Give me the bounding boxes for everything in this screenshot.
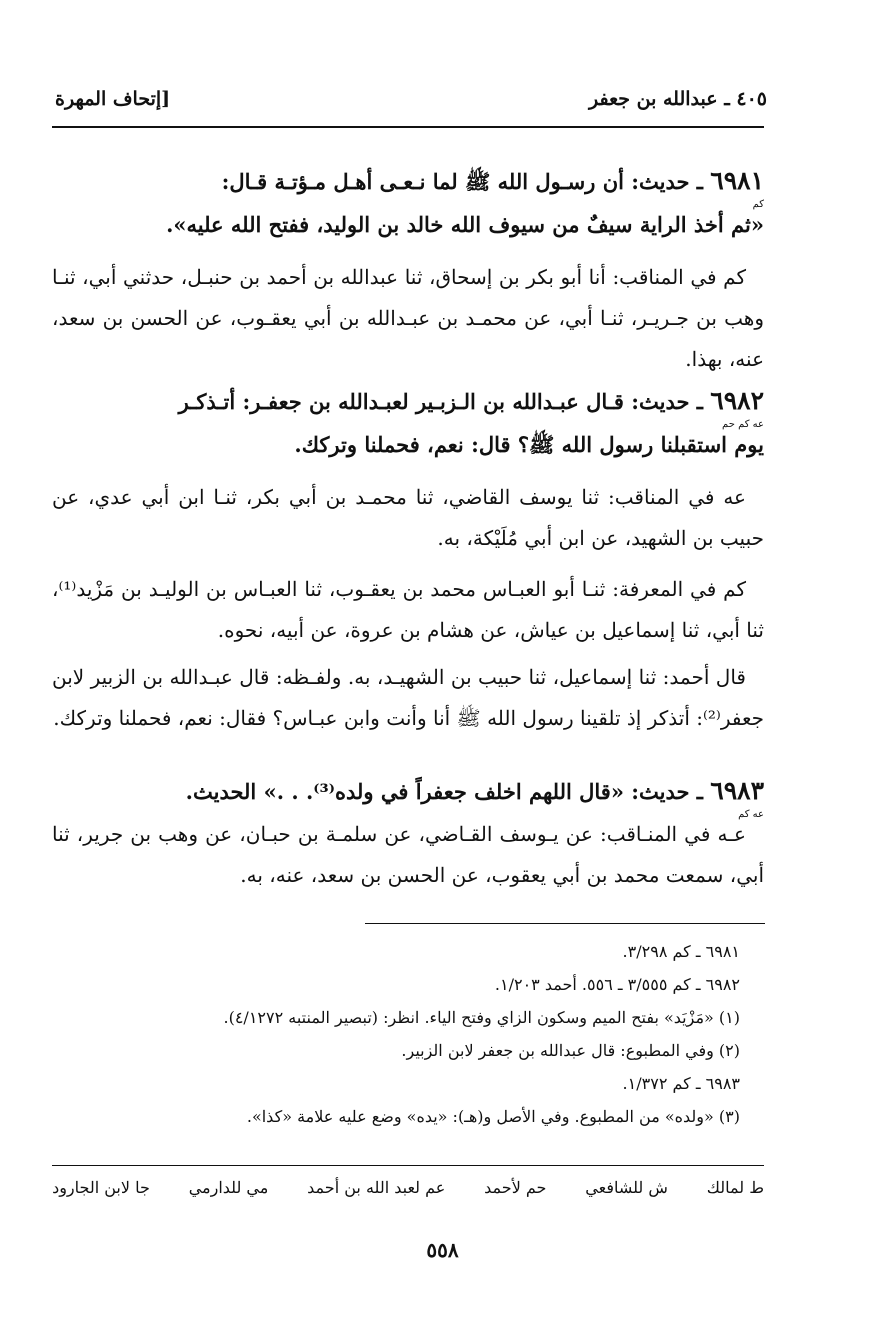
hadith-number: ٦٩٨١: [710, 166, 764, 195]
abbrev-item: حم لأحمد: [484, 1178, 547, 1197]
hadith-6983: [52, 770, 764, 896]
hadith-number: ٦٩٨٣: [710, 776, 764, 805]
isnad-paragraph: كم في المناقب: أنا أبو بكر بن إسحاق، ثنا عبدالله بن أحمد بن حنبـل، حدثني أبي، ثنـا وهب بن جـريـر، ثنـا أبي، عن محمـد بن عبـدالله بن أبي يعقـوب، عن الحسن بن سعد، عنه، بهذا.: [52, 265, 764, 371]
source-sigla: عه كم: [738, 809, 764, 820]
footnote-line: ٦٩٨٢ ـ كم ٣/٥٥٥ ـ ٥٥٦. أحمد ١/٢٠٣.: [494, 975, 740, 994]
footnote-rule: [365, 923, 765, 924]
hadith-heading: [52, 160, 764, 202]
hadith-number: ٦٩٨٢: [710, 386, 764, 415]
isnad-paragraph: عـه في المنـاقب: عن يـوسف القـاضي، عن سلمـة بن حبـان، عن وهب بن جرير، ثنا أبي، سمعت محمد بن أبي يعقوب، عن الحسن بن سعد، عنه، به.: [52, 822, 764, 887]
hadith-heading-text: ـ حديث: «قال اللهم اخلف جعفراً في ولده⁽³⁾. . .» الحديث.: [185, 779, 711, 804]
footnote-line: ٦٩٨١ ـ كم ٣/٢٩٨.: [622, 942, 740, 961]
abbrev-item: ط لمالك: [706, 1178, 764, 1197]
running-header: [55, 84, 767, 114]
hadith-heading: [52, 380, 764, 422]
isnad-paragraph: عه في المناقب: ثنا يوسف القاضي، ثنا محمـد بن أبي بكر، ثنـا ابن أبي عدي، عن حبيب بن الشهيد، عن ابن أبي مُلَيْكة، به.: [52, 485, 764, 550]
footnote-line: (٢) وفي المطبوع: قال عبدالله بن جعفر لابن الزبير.: [401, 1041, 740, 1060]
abbrev-item: ش للشافعي: [585, 1178, 668, 1197]
hadith-6982: [52, 380, 764, 739]
footnote-line: (٣) «ولده» من المطبوع. وفي الأصل و(هـ): «يده» وضع عليه علامة «كذا».: [246, 1107, 740, 1126]
abbreviation-rule: [52, 1165, 764, 1166]
hadith-heading-continued: يوم استقبلنا رسول الله ﷺ؟ قال: نعم، فحملنا وتركك.: [294, 432, 764, 457]
header-rule: [52, 126, 764, 128]
isnad-paragraph: قال أحمد: ثنا إسماعيل، ثنا حبيب بن الشهيـد، به. ولفـظه: قال عبـدالله بن الزبير لابن جعفر⁽²⁾: أتذكر إذ تلقينا رسول الله ﷺ أنا وأنت وابن عبـاس؟ فقال: نعم، فحملنا وتركك.: [52, 665, 764, 730]
hadith-heading: [52, 770, 764, 812]
hadith-heading-text: ـ حديث: قـال عبـدالله بن الـزبـير لعبـدالله بن جعفـر: أتـذكـر: [178, 389, 711, 414]
header-chapter-title: ٤٠٥ ـ عبدالله بن جعفر: [589, 88, 767, 110]
hadith-heading-continued: «ثم أخذ الراية سيفٌ من سيوف الله خالد بن الوليد، ففتح الله عليه».: [166, 212, 764, 237]
abbrev-item: مي للدارمي: [188, 1178, 269, 1197]
footnote-line: (١) «مَزْيَد» بفتح الميم وسكون الزاي وفتح الياء. انظر: (تبصير المنتبه ٤/١٢٧٢).: [223, 1008, 740, 1027]
hadith-6981: [52, 160, 764, 380]
source-sigla: كم: [752, 199, 764, 210]
page-number: ٥٥٨: [426, 1238, 459, 1262]
isnad-paragraph: كم في المعرفة: ثنـا أبو العبـاس محمد بن يعقـوب، ثنا العبـاس بن الوليـد بن مَزْيد⁽¹⁾، ثنا أبي، ثنا إسماعيل بن عياش، عن هشام بن عروة، عن أبيه، نحوه.: [52, 577, 764, 642]
footnote-line: ٦٩٨٣ ـ كم ١/٣٧٢.: [622, 1074, 740, 1093]
abbreviation-key: [52, 1178, 764, 1208]
footnotes: [100, 935, 740, 1133]
abbrev-item: عم لعبد الله بن أحمد: [307, 1178, 446, 1197]
header-book-title: [إتحاف المهرة: [55, 88, 171, 110]
source-sigla: عه كم حم: [722, 419, 764, 430]
abbrev-item: جا لابن الجارود: [52, 1178, 150, 1197]
hadith-heading-text: ـ حديث: أن رسـول الله ﷺ لما نـعـى أهـل مـؤتـة قـال:: [221, 169, 711, 194]
